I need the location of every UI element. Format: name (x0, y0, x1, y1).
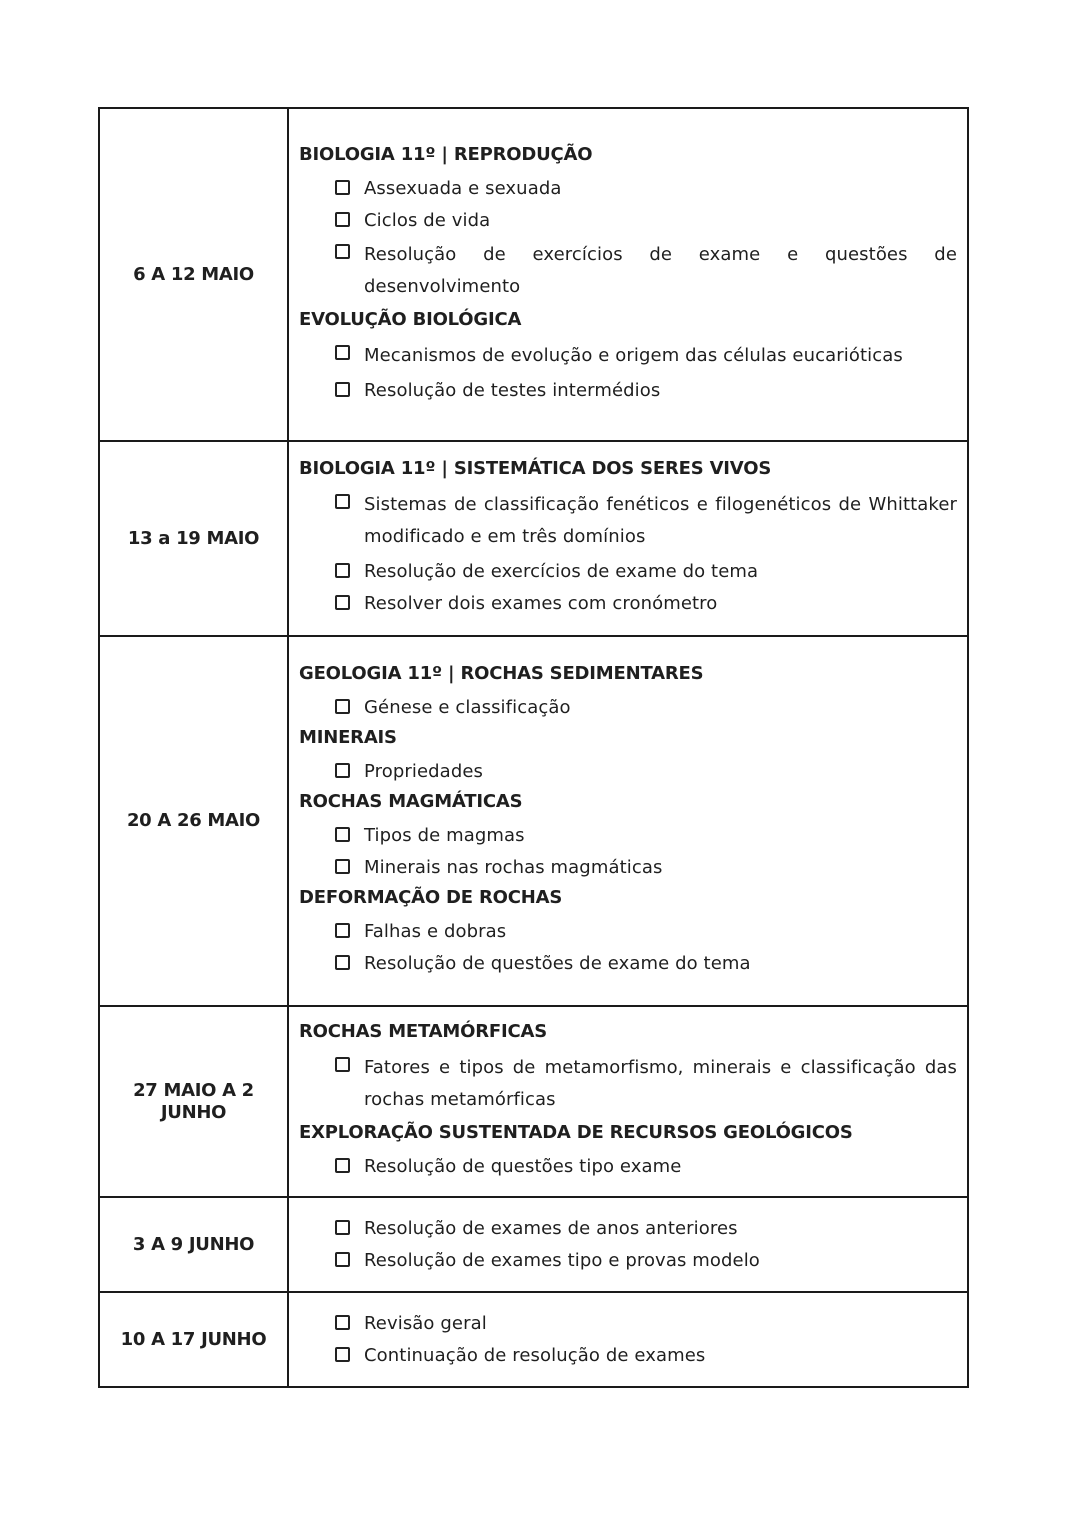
task-text: Tipos de magmas (364, 825, 525, 846)
task-text: Ciclos de vida (364, 209, 491, 231)
task-text: Sistemas de classificação fenéticos e filogenéticos de Whittaker modificado e em três domínios (364, 494, 957, 547)
checkbox-icon[interactable] (335, 699, 350, 714)
task-text: Génese e classificação (364, 697, 571, 718)
table-row (99, 441, 968, 636)
list-item[interactable] (335, 1215, 957, 1242)
checkbox-icon[interactable] (335, 1057, 350, 1072)
week-label: 10 A 17 JUNHO (99, 1292, 288, 1387)
section-heading: ROCHAS MAGMÁTICAS (299, 791, 523, 812)
tasks-cell (288, 1006, 968, 1197)
tasks-cell (288, 441, 968, 636)
list-item[interactable] (335, 239, 957, 303)
checkbox-icon[interactable] (335, 244, 350, 259)
week-label: 20 A 26 MAIO (99, 636, 288, 1006)
checkbox-icon[interactable] (335, 923, 350, 938)
list-item[interactable] (335, 694, 957, 721)
task-text: Resolução de testes intermédios (364, 379, 661, 401)
list-item[interactable] (335, 207, 957, 234)
table-row (99, 1006, 968, 1197)
checkbox-icon[interactable] (335, 1252, 350, 1267)
section-heading: EVOLUÇÃO BIOLÓGICA (299, 308, 522, 330)
checkbox-icon[interactable] (335, 763, 350, 778)
section-heading: BIOLOGIA 11º | SISTEMÁTICA DOS SERES VIVOS (299, 458, 772, 479)
task-text: Resolução de questões de exame do tema (364, 953, 751, 974)
week-label: 3 A 9 JUNHO (99, 1197, 288, 1292)
list-item[interactable] (335, 1153, 957, 1180)
list-item[interactable] (335, 1247, 957, 1274)
checkbox-icon[interactable] (335, 955, 350, 970)
task-text: Fatores e tipos de metamorfismo, minerais e classificação das rochas metamórficas (364, 1057, 957, 1110)
table-row (99, 1292, 968, 1387)
table-row (99, 108, 968, 441)
task-text: Minerais nas rochas magmáticas (364, 857, 663, 878)
task-text: Assexuada e sexuada (364, 177, 562, 199)
list-item[interactable] (335, 1052, 957, 1116)
list-item[interactable] (335, 758, 957, 785)
week-label: 13 a 19 MAIO (99, 441, 288, 636)
list-item[interactable] (335, 854, 957, 881)
list-item[interactable] (335, 377, 957, 404)
checkbox-icon[interactable] (335, 1315, 350, 1330)
list-item[interactable] (335, 918, 957, 945)
checkbox-icon[interactable] (335, 494, 350, 509)
list-item[interactable] (335, 489, 957, 553)
checkbox-icon[interactable] (335, 382, 350, 397)
tasks-cell (288, 1292, 968, 1387)
list-item[interactable] (335, 558, 957, 585)
list-item[interactable] (335, 1310, 957, 1337)
study-plan-table (98, 107, 969, 1388)
checkbox-icon[interactable] (335, 212, 350, 227)
list-item[interactable] (335, 822, 957, 849)
checkbox-icon[interactable] (335, 345, 350, 360)
section-heading: MINERAIS (299, 727, 397, 748)
checkbox-icon[interactable] (335, 1347, 350, 1362)
task-text: Resolução de exercícios de exame e questões de desenvolvimento (364, 243, 957, 297)
tasks-cell (288, 1197, 968, 1292)
task-text: Resolução de questões tipo exame (364, 1156, 682, 1177)
section-heading: ROCHAS METAMÓRFICAS (299, 1021, 547, 1042)
list-item[interactable] (335, 175, 957, 202)
task-text: Resolução de exercícios de exame do tema (364, 561, 759, 582)
task-text: Falhas e dobras (364, 921, 507, 942)
section-heading: EXPLORAÇÃO SUSTENTADA DE RECURSOS GEOLÓGICOS (299, 1122, 853, 1143)
checkbox-icon[interactable] (335, 1220, 350, 1235)
table-row (99, 636, 968, 1006)
list-item[interactable] (335, 950, 957, 977)
task-text: Mecanismos de evolução e origem das células eucarióticas (364, 344, 903, 366)
tasks-cell (288, 108, 968, 441)
week-label: 6 A 12 MAIO (99, 108, 288, 441)
task-text: Resolução de exames tipo e provas modelo (364, 1249, 760, 1271)
tasks-cell (288, 636, 968, 1006)
task-text: Resolver dois exames com cronómetro (364, 593, 718, 614)
checkbox-icon[interactable] (335, 595, 350, 610)
table-row (99, 1197, 968, 1292)
checkbox-icon[interactable] (335, 827, 350, 842)
section-heading: BIOLOGIA 11º | REPRODUÇÃO (299, 143, 593, 165)
section-heading: GEOLOGIA 11º | ROCHAS SEDIMENTARES (299, 663, 704, 684)
task-text: Propriedades (364, 761, 483, 782)
task-text: Revisão geral (364, 1312, 487, 1334)
task-text: Resolução de exames de anos anteriores (364, 1217, 738, 1239)
list-item[interactable] (335, 590, 957, 617)
checkbox-icon[interactable] (335, 859, 350, 874)
checkbox-icon[interactable] (335, 563, 350, 578)
week-label: 27 MAIO A 2 JUNHO (99, 1006, 288, 1197)
checkbox-icon[interactable] (335, 180, 350, 195)
task-text: Continuação de resolução de exames (364, 1344, 706, 1366)
checkbox-icon[interactable] (335, 1158, 350, 1173)
list-item[interactable] (335, 1342, 957, 1369)
list-item[interactable] (335, 340, 957, 372)
section-heading: DEFORMAÇÃO DE ROCHAS (299, 887, 563, 908)
